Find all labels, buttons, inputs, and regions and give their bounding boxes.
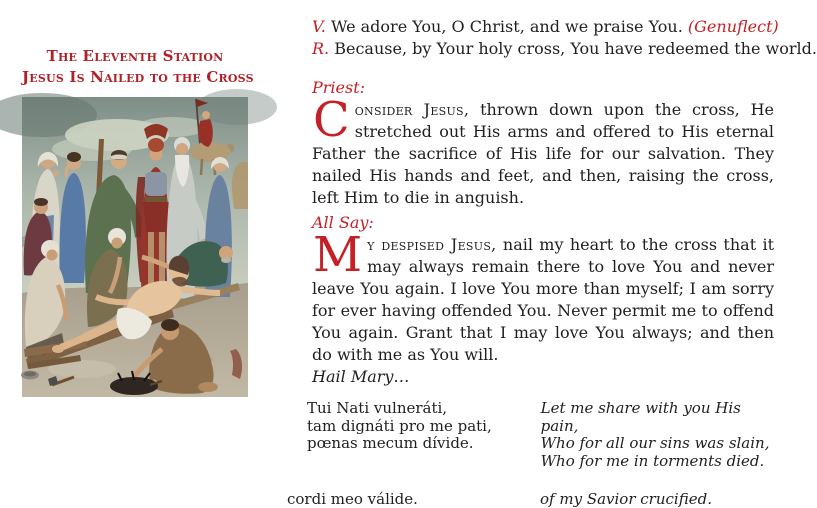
priest-prayer	[312, 92, 774, 209]
stabat-english-column	[541, 400, 774, 470]
stabat-mater-footer	[287, 491, 774, 508]
allsay-prayer-text: nail my heart to the cross that it may always remain there to love You and never leave You again. I love You more than myself; I am sorry for ever having offended You. Never permit me to offend You again. Grant that I may love You always; and then do with me as You will.	[312, 235, 775, 364]
response-text: Because, by Your holy cross, You have redeemed the world.	[334, 39, 817, 58]
genuflect-rubric: (Genuflect)	[687, 17, 779, 36]
stabat-mater-verse	[307, 400, 774, 470]
hail-mary-line: Hail Mary…	[312, 367, 410, 386]
stabat-latin-line: pœnas mecum dívide.	[307, 434, 474, 452]
station-painting	[22, 97, 248, 397]
stabat-latin-line: Tui Nati vulneráti,	[307, 399, 448, 417]
response-label: R.	[312, 39, 330, 58]
stabat-english-line: Who for me in torments died.	[540, 451, 765, 470]
allsay-smallcaps-lead: y despised Jesus,	[367, 235, 497, 254]
stabat-english-line: Who for all our sins was slain,	[540, 434, 770, 452]
all-say-label: All Say:	[312, 213, 374, 232]
title-line-2: Jesus Is Nailed to the Cross	[22, 68, 254, 86]
priest-label: Priest:	[312, 78, 366, 97]
station-title	[22, 46, 254, 88]
left-column	[22, 46, 254, 397]
all-say-prayer	[312, 227, 775, 366]
allsay-dropcap: M	[313, 227, 363, 283]
crucifixion-painting-image	[22, 97, 248, 397]
footer-latin-line: cordi meo válide.	[287, 490, 418, 508]
versicle-label: V.	[312, 17, 326, 36]
footer-english-line: of my Savior crucified.	[540, 490, 712, 508]
stabat-latin-line: tam dignáti pro me pati,	[307, 416, 492, 435]
versicle-line	[312, 16, 779, 38]
title-line-1: The Eleventh Station	[46, 47, 224, 65]
versicle-text: We adore You, O Christ, and we praise You.	[330, 17, 683, 36]
stabat-latin-column	[307, 400, 541, 470]
priest-dropcap: C	[313, 92, 350, 148]
stabat-english-line: Let me share with you His pain,	[540, 399, 741, 435]
response-line	[312, 38, 817, 60]
priest-smallcaps-lead: onsider Jesus,	[354, 100, 470, 119]
right-column	[287, 16, 817, 508]
priest-prayer-text: thrown down upon the cross, He stretched out His arms and offered to His eternal Father the sacrifice of His life for our salvation. They nailed His hands and feet, and then, raising the cross, left Him to die in anguish.	[312, 100, 774, 207]
